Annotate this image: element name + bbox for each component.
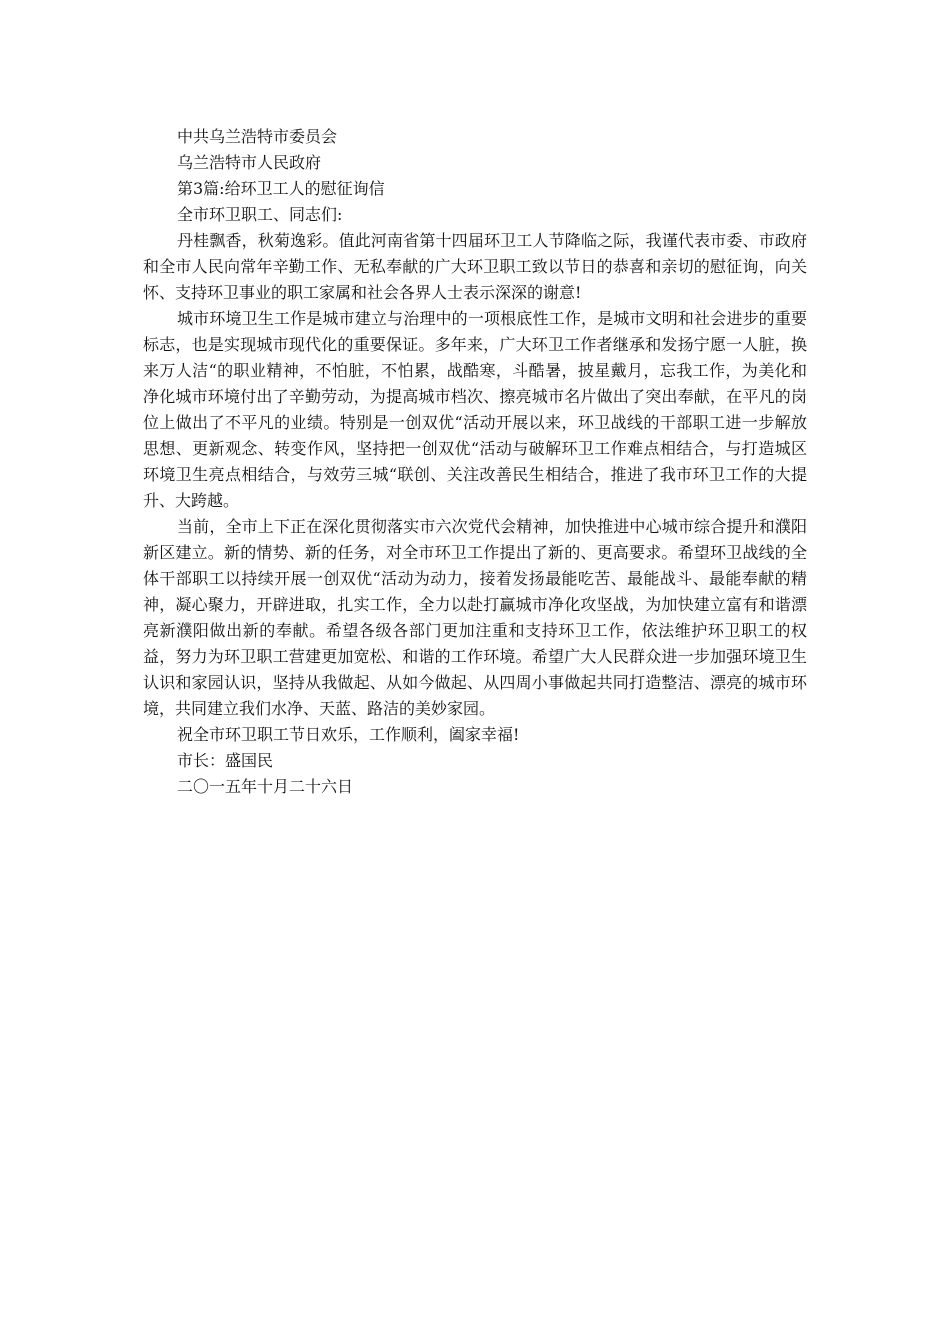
document-body [143, 124, 807, 800]
paragraph-2: 城市环境卫生工作是城市建立与治理中的一项根底性工作，是城市文明和社会进步的重要标志，也是实现城市现代化的重要保证。多年来，广大环卫工作者继承和发扬宁愿一人脏，换来万人洁“的职业精神，不怕脏，不怕累，战酷寒，斗酷暑，披星戴月，忘我工作，为美化和净化城市环境付出了辛勤劳动，为提高城市档次、擦亮城市名片做出了突出奉献，在平凡的岗位上做出了不平凡的业绩。特别是一创双优“活动开展以来，环卫战线的干部职工进一步解放思想、更新观念、转变作风，坚持把一创双优“活动与破解环卫工作难点相结合，与打造城区环境卫生亮点相结合，与效劳三城“联创、关注改善民生相结合，推进了我市环卫工作的大提升、大跨越。 [143, 309, 807, 510]
paragraph-3: 当前，全市上下正在深化贯彻落实市六次党代会精神，加快推进中心城市综合提升和濮阳新区建立。新的情势、新的任务，对全市环卫工作提出了新的、更高要求。希望环卫战线的全体干部职工以持续开展一创双优“活动为动力，接着发扬最能吃苦、最能战斗、最能奉献的精神，凝心聚力，开辟进取，扎实工作，全力以赴打赢城市净化攻坚战，为加快建立富有和谐漂亮新濮阳做出新的奉献。希望各级各部门更加注重和支持环卫工作，依法维护环卫职工的权益，努力为环卫职工营建更加宽松、和谐的工作环境。希望广大人民群众进一步加强环境卫生认识和家园认识，坚持从我做起、从如今做起、从四周小事做起共同打造整洁、漂亮的城市环境，共同建立我们水净、天蓝、路洁的美妙家园。 [143, 517, 807, 718]
closing-wish: 祝全市环卫职工节日欢乐，工作顺利，阖家幸福! [177, 725, 520, 744]
paragraph-1: 丹桂飘香，秋菊逸彩。值此河南省第十四届环卫工人节降临之际，我谨代表市委、市政府和全市人民向常年辛勤工作、无私奉献的广大环卫职工致以节日的恭喜和亲切的慰征询，向关怀、支持环卫事业的职工家属和社会各界人士表示深深的谢意! [143, 231, 807, 302]
salutation: 全市环卫职工、同志们: [177, 205, 343, 224]
date-line: 二〇一五年十月二十六日 [177, 777, 354, 796]
signature: 市长：盛国民 [177, 751, 274, 770]
org-line-government: 乌兰浩特市人民政府 [177, 153, 322, 172]
org-line-party-committee: 中共乌兰浩特市委员会 [177, 127, 338, 146]
article-title: 第3篇:给环卫工人的慰征询信 [177, 179, 385, 198]
